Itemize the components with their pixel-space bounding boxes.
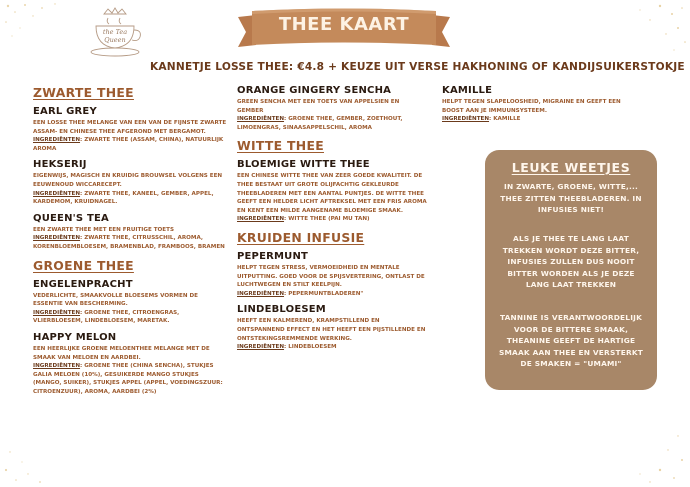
tea-name: PEPERMUNT (237, 250, 309, 262)
tea-description: VEDERLICHTE, SMAAKVOLLE BLOESEMS VORMEN DE ESSENTIE VAN BESCHERMING. (33, 292, 198, 308)
ingredients-label: INGREDIËNTEN (33, 235, 81, 242)
ingredients-text: : WITTE THEE (PAI MU TAN) (284, 216, 370, 223)
tea-name: QUEEN'S TEA (33, 212, 109, 224)
ingredients-text: : PEPERMUNTBLADEREN" (284, 290, 364, 297)
category-kruiden-infusie: KRUIDEN INFUSIE (237, 229, 365, 245)
tea-description: EEN CHINESE WITTE THEE VAN ZEER GOEDE KWALITEIT. DE THEE BESTAAT UIT GROTE OLIJFACHTIG GEKLEURDE THEEBLADEREN MET EEN AANTAL PUNTJES. DE WITTE THEE GEEFT EEN HELDER LICHT AFTREKSEL MET EEN FRIS AROMA EN KENT EEN MILDE AANGENAME BLOEMIGE SMAAK. (237, 173, 427, 214)
tea-ingredients (33, 190, 228, 207)
tea-name: ENGELENPRACHT (33, 278, 133, 290)
gold-speckle-bottom-left (0, 400, 100, 487)
ingredients-label: INGREDIËNTEN (33, 363, 81, 370)
ingredients-label: INGREDIËNTEN (237, 344, 285, 351)
tea-ingredients (33, 362, 228, 396)
tea-description: HELPT TEGEN STRESS, VERMOEIDHEID EN MENTALE UITPUTTING. GOED VOOR DE SPIJSVERTERING, ONTLAST DE LUCHTWEGEN EN STILT KEELPIJN. (237, 264, 425, 289)
fun-fact-1: IN ZWARTE, GROENE, WITTE,... THEE ZITTEN THEEBLADEREN. IN INFUSIES NIET! (500, 182, 642, 215)
tea-ingredients (237, 215, 427, 224)
ingredients-text: : LINDEBLOESEM (284, 344, 337, 351)
ingredients-label: INGREDIËNTEN (237, 216, 285, 223)
tea-name: HEKSERIJ (33, 159, 87, 171)
gold-speckle-top-right (600, 0, 690, 70)
category-groene-thee: GROENE THEE (33, 257, 134, 273)
tea-ingredients (33, 309, 228, 326)
ingredients-text: : GROENE THEE, GEMBER, ZOETHOUT, LIMOENGRAS, SINAASAPPELSCHIL, AROMA (237, 116, 403, 131)
ingredients-text: : KAMILLE (489, 116, 521, 123)
tea-name: KAMILLE (442, 85, 493, 96)
page-title: THEE KAART (278, 14, 410, 35)
logo-text-line2: Queen (104, 36, 126, 44)
column-middle (237, 85, 427, 358)
tea-description: EEN LOSSE THEE MELANGE VAN EEN VAN DE FIJNSTE ZWARTE ASSAM- EN CHINESE THEE AFGEROND MET BERGAMOT. (33, 120, 227, 135)
ingredients-text: : GROENE THEE (CHINA SENCHA), STUKJES GALIA MELOEN (10%), GESUIKERDE MANGO STUKJES (MANGO, SUIKER), STUKJES APPEL (APPEL, VOEDINGSZUUR: CITROENZUUR), AROMA, AARDBEI (2%) (33, 363, 223, 395)
column-left (33, 85, 228, 402)
ingredients-label: INGREDIËNTEN (442, 116, 490, 123)
tea-name: HAPPY MELON (33, 331, 117, 343)
category-zwarte-thee: ZWARTE THEE (33, 85, 134, 100)
price-subtitle: KANNETJE LOSSE THEE: €4.8 + KEUZE UIT VERSE HAKHONING OF KANDIJSUIKERSTOKJE (150, 61, 685, 73)
tea-queen-logo (84, 6, 146, 68)
tea-ingredients (442, 115, 622, 124)
tea-ingredients (237, 115, 427, 132)
tea-name: BLOEMIGE WITTE THEE (237, 159, 370, 171)
category-witte-thee: WITTE THEE (237, 138, 324, 154)
column-right (442, 85, 622, 130)
fun-fact-3: TANNINE IS VERANTWOORDELIJK VOOR DE BITTERE SMAAK, THEANINE GEEFT DE HARTIGE SMAAK AAN THEE EN VERSTERKT DE SMAKEN = "UMAMI" (498, 313, 644, 369)
tea-description: GREEN SENCHA MET EEN TOETS VAN APPELSIEN EN GEMBER (237, 99, 400, 114)
ingredients-text: : ZWARTE THEE, CITRUSSCHIL, AROMA, KORENBLOEMBLOESEM, BRAMENBLAD, FRAMBOOS, BRAMEN (33, 235, 225, 250)
tea-description: HEEFT EEN KALMEREND, KRAMPSTILLEND EN ONTSPANNEND EFFECT EN HET HEEFT EEN PIJSTILLENDE EN ONTSTEKINGSREMMENDE WERKING. (237, 318, 426, 342)
ingredients-label: INGREDIËNTEN (33, 309, 81, 316)
gold-speckle-bottom-right (590, 400, 690, 487)
ingredients-label: INGREDIËNTEN (33, 137, 81, 144)
tea-description: HELPT TEGEN SLAPELOOSHEID, MIGRAINE EN GEEFT EEN BOOST AAN JE IMMUUNSYSTEEM. (442, 99, 621, 114)
ingredients-label: INGREDIËNTEN (33, 190, 81, 197)
tea-name: ORANGE GINGERY SENCHA (237, 85, 392, 96)
tea-description: EEN HEERLIJKE GROENE MELOENTHEE MELANGE MET DE SMAAK VAN MELOEN EN AARDBEI. (33, 345, 210, 361)
tea-name: LINDEBLOESEM (237, 304, 326, 316)
tea-ingredients (237, 343, 427, 352)
tea-ingredients (33, 234, 228, 251)
tea-ingredients (237, 290, 427, 299)
ingredients-text: : ZWARTE THEE, KANEEL, GEMBER, APPEL, KARDEMOM, KRUIDNAGEL. (33, 190, 214, 206)
fun-facts-title: LEUKE WEETJES (511, 160, 631, 175)
fun-facts-box (485, 150, 657, 390)
tea-ingredients (33, 136, 228, 153)
ingredients-label: INGREDIËNTEN (237, 116, 285, 123)
logo-text-line1: the Tea (102, 28, 128, 36)
tea-description: EEN ZWARTE THEE MET EEN FRUITIGE TOETS (33, 226, 174, 233)
ingredients-label: INGREDIËNTEN (237, 290, 285, 297)
tea-description: EIGENWIJS, MAGISCH EN KRUIDIG BROUWSEL VOLGENS EEN EEUWENOUD WICCARECEPT. (33, 173, 223, 188)
fun-fact-2: ALS JE THEE TE LANG LAAT TREKKEN WORDT DEZE BITTER, INFUSIES ZULLEN DUS NOOIT BITTER WORDEN ALS JE DEZE LANG LAAT TREKKEN (502, 234, 640, 290)
title-ribbon (238, 5, 450, 57)
tea-name: EARL GREY (33, 106, 97, 117)
ingredients-text: : ZWARTE THEE (ASSAM, CHINA), NATUURLIJK AROMA (33, 137, 224, 152)
ingredients-text: : GROENE THEE, CITROENGRAS, VLIERBLOESEM, LINDEBLOESEM, MARETAK. (33, 309, 180, 325)
